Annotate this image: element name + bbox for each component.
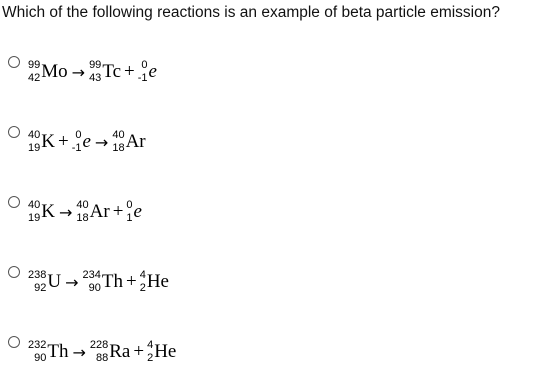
plus-sign: + (57, 131, 69, 152)
mass-number: 232 (28, 339, 47, 351)
reaction-arrow: → (71, 62, 86, 82)
nuclide (28, 59, 68, 85)
element-symbol: K (41, 201, 55, 222)
nuclide (83, 269, 123, 295)
atomic-number: 43 (89, 72, 102, 84)
mass-number: 234 (82, 269, 101, 281)
atomic-number: -1 (71, 142, 82, 154)
mass-number: 40 (76, 199, 89, 211)
reaction-equation (28, 192, 142, 232)
answer-option-5[interactable] (8, 332, 428, 382)
atomic-number: 19 (28, 142, 41, 154)
nuclide (138, 59, 157, 85)
atomic-number: 2 (147, 352, 154, 364)
mass-number: 4 (139, 269, 146, 281)
mass-number: 99 (89, 59, 102, 71)
radio-button[interactable] (8, 56, 20, 68)
element-symbol: U (47, 271, 62, 292)
nuclide-numbers (28, 199, 40, 225)
nuclide-numbers (89, 59, 101, 85)
mass-number: 238 (28, 269, 47, 281)
plus-sign: + (133, 341, 145, 362)
element-symbol: Ra (109, 341, 131, 362)
element-symbol: Mo (41, 61, 68, 82)
element-symbol: e (82, 131, 91, 152)
nuclide (28, 269, 61, 295)
mass-number: 40 (28, 199, 41, 211)
atomic-number: 90 (88, 282, 101, 294)
reaction-arrow: → (58, 202, 73, 222)
element-symbol: e (148, 61, 157, 82)
nuclide-numbers (147, 339, 153, 365)
question-text: Which of the following reactions is an example of beta particle emission? (2, 4, 500, 21)
atomic-number: 42 (28, 72, 41, 84)
mass-number: 40 (28, 129, 41, 141)
reaction-equation (28, 52, 157, 92)
plus-sign: + (125, 271, 137, 292)
nuclide (28, 199, 55, 225)
plus-sign: + (124, 61, 135, 82)
mass-number: 4 (147, 339, 154, 351)
answer-option-1[interactable] (8, 52, 428, 102)
nuclide-numbers (28, 129, 40, 155)
nuclide (28, 129, 55, 155)
radio-button[interactable] (8, 336, 20, 348)
element-symbol: Th (47, 341, 69, 362)
nuclide (126, 199, 142, 225)
nuclide (76, 199, 109, 225)
nuclide (112, 129, 145, 155)
element-symbol: K (41, 131, 55, 152)
nuclide-numbers (76, 199, 88, 225)
element-symbol: Ar (125, 131, 146, 152)
atomic-number: 92 (34, 282, 47, 294)
nuclide-numbers (83, 269, 101, 295)
atomic-number: 2 (139, 282, 146, 294)
nuclide (90, 339, 130, 365)
element-symbol: Ar (89, 201, 110, 222)
nuclide-numbers (112, 129, 124, 155)
mass-number: 228 (89, 339, 109, 351)
reaction-equation (28, 262, 169, 302)
element-symbol: e (133, 201, 142, 222)
element-symbol: He (154, 341, 177, 362)
nuclide (140, 269, 169, 295)
nuclide-numbers (28, 59, 40, 85)
mass-number: 0 (75, 129, 82, 141)
answer-option-4[interactable] (8, 262, 428, 312)
atomic-number: 88 (95, 352, 109, 364)
mass-number: 0 (141, 59, 148, 71)
nuclide-numbers (140, 269, 146, 295)
nuclide-numbers (138, 59, 148, 85)
reaction-arrow: → (72, 342, 86, 362)
atomic-number: 18 (112, 142, 125, 154)
mass-number: 99 (28, 59, 41, 71)
answer-option-3[interactable] (8, 192, 428, 242)
atomic-number: -1 (137, 72, 148, 84)
mass-number: 40 (112, 129, 125, 141)
element-symbol: Tc (102, 61, 122, 82)
element-symbol: He (146, 271, 169, 292)
atomic-number: 90 (34, 352, 47, 364)
reaction-equation (28, 122, 146, 162)
nuclide-numbers (28, 339, 46, 365)
atomic-number: 19 (28, 212, 41, 224)
mass-number: 0 (126, 199, 133, 211)
radio-button[interactable] (8, 266, 20, 278)
element-symbol: Th (101, 271, 123, 292)
nuclide (147, 339, 176, 365)
reaction-arrow: → (65, 272, 79, 292)
atomic-number: 18 (76, 212, 89, 224)
nuclide-numbers (126, 199, 132, 225)
nuclide (28, 339, 68, 365)
nuclide (72, 129, 91, 155)
nuclide-numbers (28, 269, 46, 295)
radio-button[interactable] (8, 196, 20, 208)
answer-option-2[interactable] (8, 122, 428, 172)
nuclide (89, 59, 121, 85)
reaction-equation (28, 332, 176, 372)
nuclide-numbers (72, 129, 82, 155)
atomic-number: 1 (126, 212, 133, 224)
reaction-arrow: → (94, 132, 109, 152)
plus-sign: + (112, 201, 124, 222)
nuclide-numbers (90, 339, 108, 365)
radio-button[interactable] (8, 126, 20, 138)
